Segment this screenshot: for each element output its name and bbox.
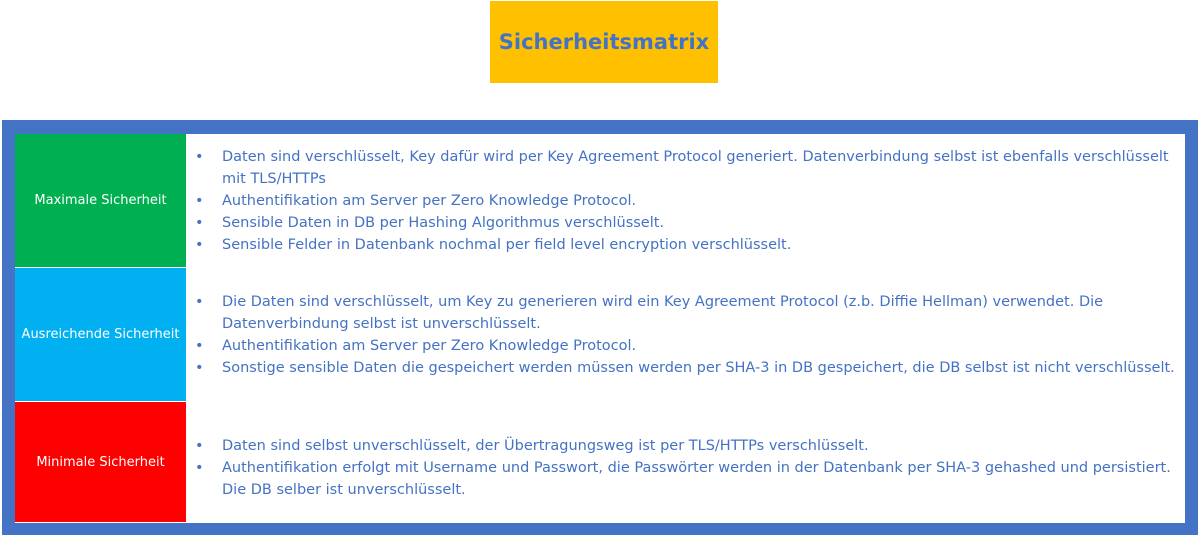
matrix-row-ausreichend	[15, 268, 1185, 402]
level-content-maximal	[187, 134, 1185, 268]
matrix-frame	[2, 120, 1198, 535]
level-label-minimal: Minimale Sicherheit	[15, 402, 187, 523]
bullet-item: • Sensible Felder in Datenbank nochmal per field level encryption verschlüsselt.	[222, 234, 1185, 256]
matrix-row-minimal	[15, 402, 1185, 523]
bullet-item: • Sonstige sensible Daten die gespeichert werden müssen werden per SHA-3 in DB gespeichert, die DB selbst ist nicht verschlüsselt.	[222, 357, 1185, 379]
bullet-item: • Authentifikation am Server per Zero Knowledge Protocol.	[222, 190, 1185, 212]
bullet-item: • Die Daten sind verschlüsselt, um Key zu generieren wird ein Key Agreement Protocol (z.b. Diffie Hellman) verwendet. Die Datenverbindung selbst ist unverschlüsselt.	[222, 291, 1185, 335]
level-content-minimal	[187, 402, 1185, 523]
title-box	[490, 1, 718, 83]
matrix-table	[15, 134, 1185, 523]
level-label-ausreichend: Ausreichende Sicherheit	[15, 268, 187, 402]
bullet-item: • Daten sind selbst unverschlüsselt, der Übertragungsweg ist per TLS/HTTPs verschlüsselt.	[222, 435, 1185, 457]
bullet-list	[187, 146, 1185, 256]
bullet-item: • Authentifikation erfolgt mit Username und Passwort, die Passwörter werden in der Datenbank per SHA-3 gehashed und persistiert. Die DB selber ist unverschlüsselt.	[222, 457, 1185, 501]
page-title: Sicherheitsmatrix	[498, 30, 710, 54]
bullet-item: • Daten sind verschlüsselt, Key dafür wird per Key Agreement Protocol generiert. Datenverbindung selbst ist ebenfalls verschlüsselt mit TLS/HTTPs	[222, 146, 1185, 190]
bullet-item: • Authentifikation am Server per Zero Knowledge Protocol.	[222, 335, 1185, 357]
bullet-list	[187, 291, 1185, 379]
level-content-ausreichend	[187, 268, 1185, 402]
matrix-row-maximal	[15, 134, 1185, 268]
level-label-maximal: Maximale Sicherheit	[15, 134, 187, 268]
bullet-item: • Sensible Daten in DB per Hashing Algorithmus verschlüsselt.	[222, 212, 1185, 234]
bullet-list	[187, 435, 1185, 501]
